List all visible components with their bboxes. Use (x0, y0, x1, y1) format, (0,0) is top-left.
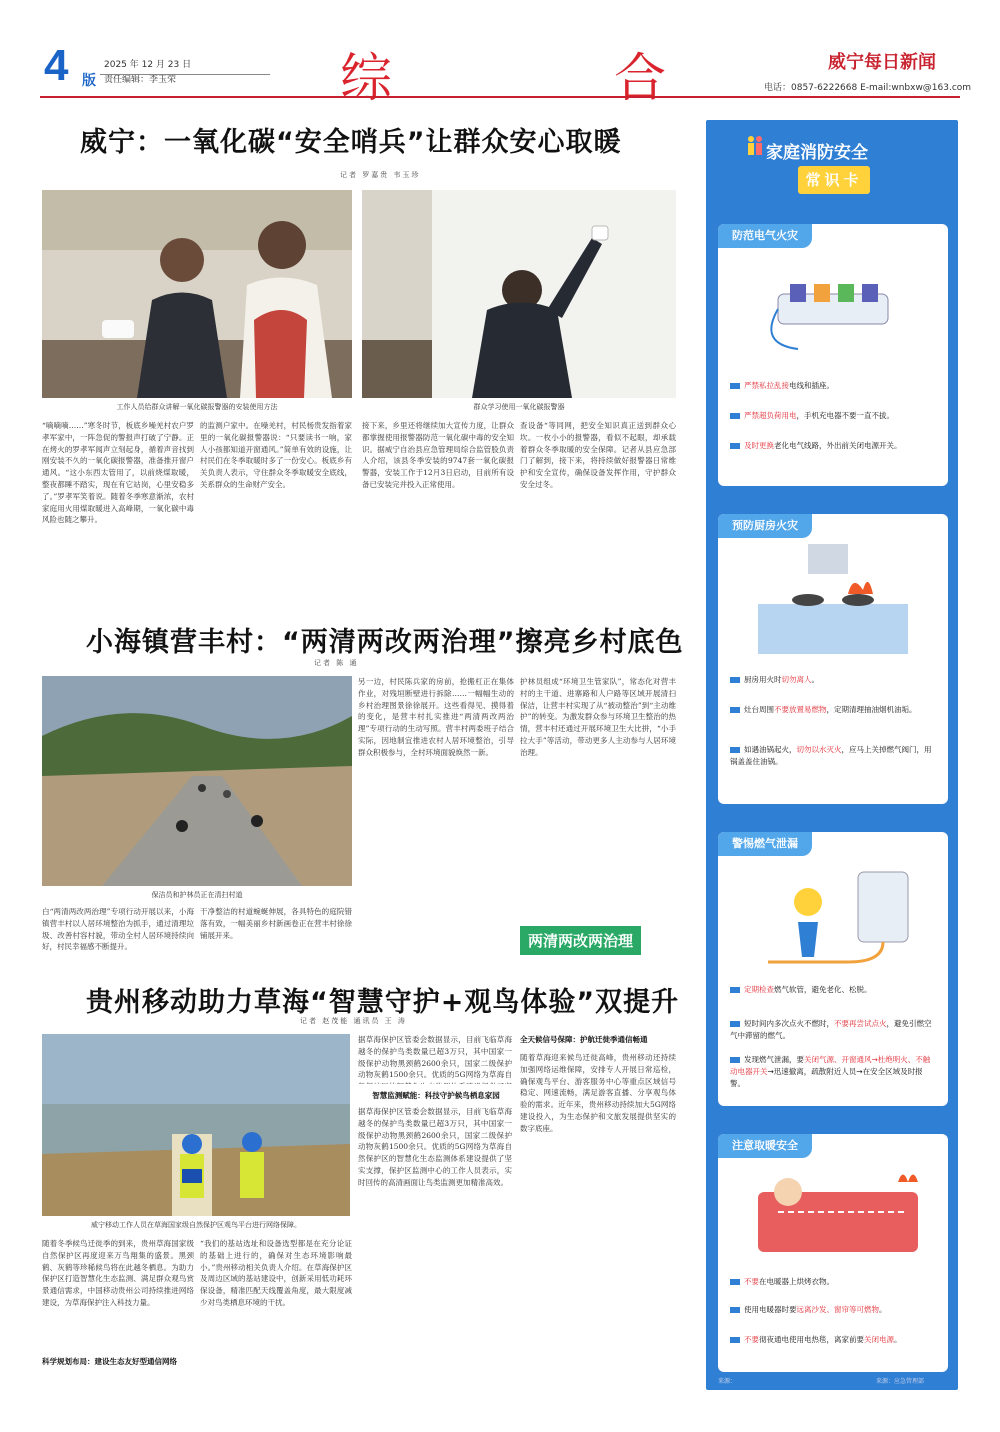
section-char-1: 综 (340, 49, 393, 109)
article2-byline: 记者 陈 通 (314, 659, 359, 667)
article1-photo-2 (362, 190, 676, 398)
tip-kitchen-3: 如遇油锅起火，切勿以水灭火，应马上关掉燃气阀门，用锅盖盖住油锅。 (730, 745, 932, 766)
section-char-2: 合 (614, 49, 667, 109)
electric-blanket-icon (748, 1162, 928, 1262)
issue-date: 2025 年 12 月 23 日 (104, 60, 192, 70)
panel-kitchen-head: 预防厨房火灾 (718, 514, 812, 538)
article3-subhead-2: 全天候信号保障：护航迁徙季通信畅通 (520, 1035, 648, 1044)
page-suffix: 版 (82, 73, 96, 89)
article1-column-3: 接下来，乡里还将继续加大宣传力度，让群众都掌握使用报警器防范一氧化碳中毒的安全知识。据威宁自治县应急管理局综合监管股负责人介绍，该县冬季安装的9747套一氧化碳报警器，安装工作于12月3日启动，目前所有设备已安装完并投入正常使用。 (362, 421, 514, 489)
issue-meta (104, 58, 191, 88)
newspaper-name: 威宁每日新闻 (828, 52, 936, 73)
article1-title: 威宁：一氧化碳“安全哨兵”让群众安心取暖 (80, 127, 622, 158)
article2-caption: 保洁员和护林员正在清扫村道 (151, 891, 243, 899)
family-icon (746, 134, 764, 158)
panel-heating (718, 1134, 948, 1372)
card-footer-left: 来源： (718, 1378, 737, 1385)
article1-photo-1 (42, 190, 352, 398)
article1-column-4: 查设备“等同网，把安全知识真正送到群众心坎。一枚小小的报警器，看似不起眼，却承载着群众冬季取暖的安全保障。记者从县应急部门了解到，接下来，将持续做好报警器日常维护和安全宣传，确保设备发挥作用，守护群众安全过冬。 (520, 421, 676, 489)
article3-photo (42, 1034, 350, 1216)
article1-caption-2: 群众学习使用一氧化碳报警器 (473, 403, 565, 411)
article1-byline: 记者 罗嘉贵 韦玉珍 (340, 171, 421, 179)
card-subtitle: 常识卡 (798, 166, 870, 194)
tip-electrical-3: 及时更换老化电气线路，外出前关闭电源开关。 (730, 440, 936, 452)
panel-electrical-head: 防范电气火灾 (718, 224, 812, 248)
tip-electrical-1: 严禁私拉乱接电线和插座。 (730, 380, 936, 392)
article3-column-4: 随着草海迎来候鸟迁徙高峰，贵州移动还持续加强网络运维保障，安排专人开展日常巡检，确保观鸟平台、游客服务中心等重点区域信号稳定、网速流畅，满足游客直播、分享观鸟体验的需求。近年来，贵州移动持续加大5G网络建设投入，为生态保护和文旅发展提供坚实的数字底座。 (520, 1053, 676, 1133)
tip-gas-3: 发现燃气泄漏，要关闭气源、开窗通风→杜绝明火、不触动电器开关→迅速撤离，疏散附近人员→在安全区域及时报警。 (730, 1055, 931, 1088)
tip-heating-2: 使用电暖器时要远离沙发、窗帘等可燃物。 (730, 1304, 936, 1316)
contact-info: 电话：0857-6222668 E-mail:wnbxw@163.com (764, 83, 972, 93)
article2-column-2: 护林员组成“环境卫生管家队”，常态化对营丰村的主干道、进寨路和人户路等区域开展清扫保洁，让营丰村实现了从“被动整治”到“主动维护”的转变。为激发群众参与环境卫生整治的热情，营丰村还通过开展环境卫生大比拼，“小手拉大手”等活动，带动更多人主动参与人居环境治理。 (520, 677, 676, 757)
article1-column-2: 的监测户家中。在噪羌村，村民杨贵发指着家里的一氧化碳报警器说：“只要读书一响，家人小孩都知道开窗通风。”简单有效的设施，让村民们在冬季取暖时多了一份安心。板底乡有关负责人表示，守住群众冬季取暖安全底线，关系群众的生命财产安全。 (200, 421, 352, 489)
card-footer-source: 来源：应急管理部 (876, 1378, 925, 1385)
header-divider (40, 96, 960, 98)
article3-column-2: “我们的基站选址和设备选型都是在充分论证的基础上进行的，确保对生态环境影响最小。”贵州移动相关负责人介绍。在草海保护区及周边区域的基站建设中，创新采用低功耗环保设备，精准匹配天线覆盖角度，最大限度减少对鸟类栖息环境的干扰。 (200, 1239, 352, 1307)
tip-gas-1: 定期检查燃气软管，避免老化、松脱。 (730, 984, 936, 996)
panel-gas (718, 832, 948, 1106)
article3-column-3a: 据草海保护区管委会数据显示，目前飞临草海越冬的保护鸟类数量已超3万只，其中国家一级保护动物黑颈鹤2600余只，国家二级保护动物灰鹤1500余只。优质的5G网络为草海自 (358, 1035, 512, 1080)
page-number: 4 (44, 41, 69, 90)
article2-title: 小海镇营丰村：“两清两改两治理”擦亮乡村底色 (86, 627, 684, 658)
kitchen-stove-icon (738, 544, 928, 664)
power-strip-icon (758, 254, 908, 354)
article3-title: 贵州移动助力草海“智慧守护+观鸟体验”双提升 (86, 987, 680, 1018)
tip-gas-2: 短时间内多次点火不燃时，不要再尝试点火，避免引燃空气中滞留的燃气。 (730, 1019, 932, 1040)
article2-column-3: 白“两清两改两治理”专项行动开展以来，小海镇营丰村以人居环境整治为抓手，通过清理垃圾、改善村容村貌，带动全村人居环境持续向好，村民幸福感不断提升。 (42, 907, 194, 952)
article1-caption-1: 工作人员给群众讲解一氧化碳报警器的安装使用方法 (116, 403, 278, 411)
editor-name: 责任编辑：李玉荣 (104, 75, 177, 85)
article3-column-3b: 据草海保护区管委会数据显示，目前飞临草海越冬的保护鸟类数量已超3万只，其中国家一级保护动物黑颈鹤2600余只，国家二级保护动物灰鹤1500余只。优质的5G网络为草海自然保护区的智慧化生态监测体系建设提供了坚实支撑，保护区监测中心的工作人员表示，实时回传的高清画面让鸟类监测更加精准高效。 (358, 1107, 512, 1187)
article2-column-1: 另一边，村民陈兵家的房前，抢搬杠正在集体作业，对残垣断壁进行拆除……一幅幅生动的乡村治理图景徐徐展开。这些看得见、摸得着的变化，是营丰村扎实推进“两清两改两治理”专项行动的生动写照。营丰村两委班子结合实际，因地制宜推进农村人居环境整治，引导群众积极参与，全村环境面貌焕然一新。 (358, 677, 514, 757)
article3-caption: 威宁移动工作人员在草海国家级自然保护区观鸟平台进行网络保障。 (91, 1221, 301, 1229)
article1-column-1: “嘀嘀嘀……”寒冬时节，板底乡噪羌村农户罗孝军家中，一阵急促的警报声打破了宁静。正在烤火的罗孝军闻声立刻起身，循着声音找到刚安装不久的一氧化碳报警器，准备推开窗户通风。“这小东西太管用了，以前烧煤取暖，整夜都睡不踏实，现在有它站岗，心里安稳多了。”罗孝军笑着说。随着冬季寒意渐浓，农村家庭用火用煤取暖进入高峰期，一氧化碳中毒风险也随之攀升。 (42, 421, 194, 525)
article3-subhead-3: 科学规划布局：建设生态友好型通信网络 (42, 1357, 177, 1366)
gas-heater-icon (748, 862, 928, 972)
tip-electrical-2: 严禁超负荷用电，手机充电器不要一直不拔。 (730, 410, 936, 422)
panel-gas-head: 警惕燃气泄漏 (718, 832, 812, 856)
card-title: 家庭消防安全 (766, 143, 868, 163)
tip-kitchen-2: 灶台周围不要放置易燃物，定期清理抽油烟机油垢。 (730, 704, 936, 716)
fire-safety-card (706, 120, 958, 1390)
tip-heating-1: 不要在电暖器上烘烤衣物。 (730, 1276, 936, 1288)
article2-photo (42, 676, 352, 886)
article3-byline: 记者 赵茂能 通讯员 王 涛 (300, 1017, 407, 1025)
article3-subhead-1: 智慧监测赋能：科技守护候鸟栖息家园 (372, 1091, 500, 1100)
panel-heating-head: 注意取暖安全 (718, 1134, 812, 1158)
article3-column-1: 随着冬季候鸟迁徙季的到来，贵州草海国家级自然保护区再度迎来万鸟翔集的盛景。黑颈鹤、灰鹤等珍稀候鸟将在此越冬栖息。为助力保护区打造智慧化生态监测、满足群众观鸟赏景通信需求，中国移动贵州公司持续推进网络建设，为草海保护注入科技力量。 (42, 1239, 194, 1307)
header-rule (100, 74, 270, 75)
article2-column-4: 干净整洁的村道蜿蜒伸展，各具特色的庭院错落有致，一幅美丽乡村新画卷正在营丰村徐徐铺展开来。 (200, 907, 352, 940)
panel-kitchen (718, 514, 948, 804)
tip-heating-3: 不要彻夜通电使用电热毯，离家前要关闭电源。 (730, 1334, 936, 1346)
panel-electrical (718, 224, 948, 486)
tip-kitchen-1: 厨房用火时切勿离人。 (730, 674, 936, 686)
article2-highlight-badge: 两清两改两治理 (520, 926, 641, 955)
